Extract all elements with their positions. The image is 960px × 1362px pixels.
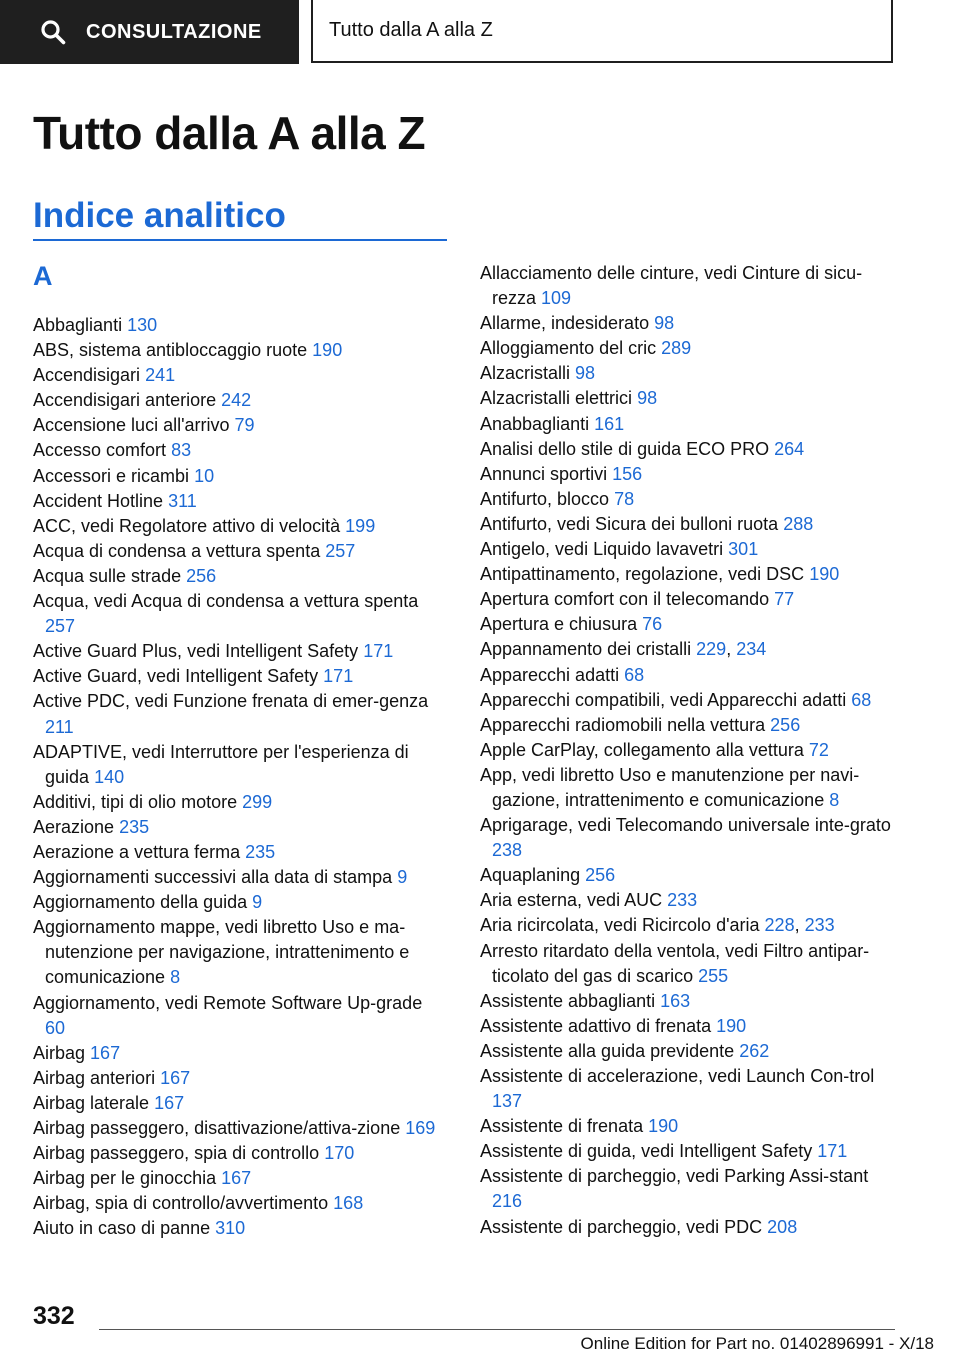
index-entry-text: Aggiornamento, vedi Remote Software Up-grade: [33, 992, 423, 1013]
index-entry-text: Aiuto in caso di panne: [33, 1218, 211, 1239]
page-link[interactable]: 208: [767, 1216, 798, 1237]
page-link[interactable]: 167: [160, 1067, 191, 1088]
index-entry-text: Assistente di frenata: [480, 1116, 644, 1137]
index-entry-text: Aquaplaning: [480, 865, 581, 886]
page-link[interactable]: 199: [345, 515, 376, 536]
index-entry: [480, 813, 895, 863]
index-entry: [33, 1166, 438, 1191]
index-entry: [33, 1091, 438, 1116]
page-link[interactable]: 76: [642, 614, 663, 635]
index-entry: [33, 464, 438, 489]
page-link[interactable]: 262: [739, 1040, 770, 1061]
index-entry: [480, 1014, 895, 1039]
page-link[interactable]: 98: [575, 363, 596, 384]
index-entry: [33, 1216, 438, 1241]
index-entry-text: Acqua, vedi Acqua di condensa a vettura spenta: [33, 591, 419, 612]
index-entry-text: Aria ricircolata, vedi Ricircolo d'aria: [480, 915, 760, 936]
index-entry-text: Allarme, indesiderato: [480, 313, 650, 334]
page-link[interactable]: 238: [492, 840, 523, 861]
index-entry-text: Alzacristalli: [480, 363, 571, 384]
page-link[interactable]: 161: [594, 413, 625, 434]
index-entry: [480, 261, 895, 311]
page-link[interactable]: 301: [728, 539, 759, 560]
footer-edition: Online Edition for Part no. 01402896991 - X/18: [580, 1334, 934, 1353]
index-entry-text: Airbag passeggero, disattivazione/attiva-zione: [33, 1118, 401, 1138]
index-entry: [480, 487, 895, 512]
page-link[interactable]: 68: [624, 664, 645, 685]
index-entry: [480, 311, 895, 336]
index-entry-text: Anabbaglianti: [480, 413, 590, 434]
page-link[interactable]: 9: [397, 867, 408, 888]
index-entry-text: Active PDC, vedi Funzione frenata di emer-genza: [33, 691, 429, 712]
index-entry-text: Aprigarage, vedi Telecomando universale inte-grato: [480, 815, 891, 836]
page-link[interactable]: 156: [612, 463, 643, 484]
index-entry: [33, 1141, 438, 1166]
page-link[interactable]: 171: [323, 666, 354, 687]
index-entry: [480, 412, 895, 437]
page-link[interactable]: 130: [127, 315, 158, 335]
index-entry-text: Airbag, spia di controllo/avvertimento: [33, 1193, 329, 1214]
index-entry-text: ADAPTIVE, vedi Interruttore per l'esperienza di guida: [33, 741, 409, 787]
index-entry: [480, 1164, 895, 1214]
index-entry-text: Annunci sportivi: [480, 463, 608, 484]
index-entry-text: Airbag: [33, 1042, 86, 1063]
page-link[interactable]: 171: [363, 641, 394, 662]
index-entry: [33, 1066, 438, 1091]
page-link[interactable]: 137: [492, 1091, 523, 1112]
index-entry-text: ABS, sistema antibloccaggio ruote: [33, 340, 308, 361]
index-entry: [480, 512, 895, 537]
page-link[interactable]: 60: [45, 1017, 66, 1038]
index-entry: [480, 1139, 895, 1164]
index-entry: [480, 738, 895, 763]
index-entry: [33, 639, 438, 664]
page-link[interactable]: 256: [770, 714, 801, 735]
page-link[interactable]: 168: [333, 1193, 364, 1214]
page-link[interactable]: 83: [171, 440, 192, 461]
index-entry-text: Alzacristalli elettrici: [480, 388, 633, 409]
index-entry: [33, 388, 438, 413]
index-entry: [33, 489, 438, 514]
index-entry: [480, 612, 895, 637]
page-link[interactable]: 140: [94, 766, 125, 787]
page-link[interactable]: 242: [221, 390, 252, 411]
index-entry-text: Aggiornamento mappe, vedi libretto Uso e ma-nutenzione per navigazione, intrattenimento e comunicazione: [33, 917, 410, 988]
index-entry-text: Antifurto, vedi Sicura dei bulloni ruota: [480, 513, 779, 534]
index-entry: [480, 462, 895, 487]
index-entry: [480, 663, 895, 688]
index-entry-text: Aggiornamento della guida: [33, 892, 248, 913]
index-entry: [33, 313, 438, 338]
index-entry: [480, 537, 895, 562]
index-entry-text: ACC, vedi Regolatore attivo di velocità: [33, 515, 341, 536]
index-entry-text: App, vedi libretto Uso e manutenzione per navi-gazione, intrattenimento e comunicazione: [480, 764, 860, 810]
index-entry-text: Apertura comfort con il telecomando: [480, 589, 770, 610]
index-entry-text: Airbag laterale: [33, 1092, 150, 1113]
index-entry: [480, 336, 895, 361]
index-entry-text: Accesso comfort: [33, 440, 167, 461]
index-entry-text: Assistente di guida, vedi Intelligent Safety: [480, 1141, 813, 1162]
index-entry: [33, 815, 438, 840]
index-entry: [480, 688, 895, 713]
index-entry: [480, 939, 895, 989]
tab-consultazione-label: CONSULTAZIONE: [86, 20, 262, 43]
index-entry-text: Accident Hotline: [33, 490, 164, 511]
page-link[interactable]: 10: [194, 465, 215, 486]
page-link[interactable]: 233: [804, 915, 835, 936]
index-letter-heading: A: [33, 261, 53, 291]
index-entry: [33, 740, 438, 790]
index-entry: [33, 865, 438, 890]
index-entry: [480, 863, 895, 888]
index-entry-text: Apple CarPlay, collegamento alla vettura: [480, 739, 804, 760]
index-entry-text: Accendisigari anteriore: [33, 390, 217, 411]
index-entry-text: Assistente di parcheggio, vedi Parking Assi-stant: [480, 1166, 869, 1187]
index-entry: [33, 890, 438, 915]
index-entry: Aria ricircolata, vedi Ricircolo d'aria 228, 233: [480, 915, 835, 936]
index-entry: [480, 1064, 895, 1114]
page-link[interactable]: 233: [667, 890, 698, 911]
index-column-left: [33, 313, 438, 1241]
page-link[interactable]: 190: [648, 1116, 679, 1137]
page-link[interactable]: 241: [145, 365, 176, 386]
breadcrumb[interactable]: [311, 0, 893, 63]
page-link[interactable]: 211: [45, 716, 74, 737]
index-entry-text: Assistente adattivo di frenata: [480, 1015, 712, 1036]
index-entry: [33, 438, 438, 463]
index-entry: [33, 840, 438, 865]
index-entry-text: Apparecchi radiomobili nella vettura: [480, 714, 766, 735]
page-link[interactable]: 98: [654, 313, 675, 334]
index-entry: [33, 338, 438, 363]
index-entry: [33, 664, 438, 689]
index-entry-text: Acqua di condensa a vettura spenta: [33, 540, 321, 561]
index-entry-text: Analisi dello stile di guida ECO PRO: [480, 438, 770, 459]
index-entry-text: Active Guard, vedi Intelligent Safety: [33, 666, 319, 687]
index-entry-text: Apparecchi compatibili, vedi Apparecchi adatti: [480, 689, 847, 710]
index-entry: [33, 413, 438, 438]
index-entry-text: Assistente di parcheggio, vedi PDC: [480, 1216, 763, 1237]
page-link[interactable]: 299: [242, 791, 273, 812]
index-entry-text: Aria esterna, vedi AUC: [480, 890, 663, 911]
index-entry-text: Airbag per le ginocchia: [33, 1168, 217, 1189]
index-entry-text: Acqua sulle strade: [33, 565, 182, 586]
page-link[interactable]: 9: [252, 892, 263, 913]
index-entry: [33, 915, 438, 990]
page-link[interactable]: 167: [154, 1092, 185, 1113]
page-link[interactable]: 8: [170, 967, 181, 988]
index-entry-text: Apparecchi adatti: [480, 664, 620, 685]
page-link[interactable]: 78: [614, 488, 635, 509]
index-entry-text: Appannamento dei cristalli: [480, 639, 692, 660]
index-entry: [480, 1039, 895, 1064]
page-link[interactable]: 235: [119, 816, 150, 837]
index-entry-text: Airbag anteriori: [33, 1067, 156, 1088]
page-link[interactable]: 255: [698, 965, 729, 986]
breadcrumb-label: Tutto dalla A alla Z: [329, 19, 493, 41]
index-entry-text: Aerazione: [33, 816, 115, 837]
page-link[interactable]: 163: [660, 990, 691, 1011]
page-link[interactable]: 256: [585, 865, 616, 886]
page-link[interactable]: 216: [492, 1191, 523, 1212]
page-link[interactable]: 228: [764, 915, 795, 936]
page-link[interactable]: 190: [312, 340, 343, 361]
page-title: Tutto dalla A alla Z: [33, 107, 426, 159]
index-entry: [480, 713, 895, 738]
page-link[interactable]: 169: [405, 1118, 436, 1138]
page-link[interactable]: 256: [186, 565, 217, 586]
index-entry-text: Antipattinamento, regolazione, vedi DSC: [480, 564, 805, 585]
search-icon: [40, 19, 66, 45]
index-entry-text: Assistente di accelerazione, vedi Launch Con-trol: [480, 1066, 875, 1086]
page-link[interactable]: 310: [215, 1218, 246, 1239]
index-entry-text: Airbag passeggero, spia di controllo: [33, 1143, 320, 1164]
index-entry: [33, 363, 438, 388]
index-entry-text: Allacciamento delle cinture, vedi Cinture di sicu-rezza: [480, 263, 863, 309]
index-entry: [480, 437, 895, 462]
index-entry-text: Accendisigari: [33, 365, 141, 386]
section-title: Indice analitico: [33, 196, 286, 235]
page-link[interactable]: 257: [325, 540, 356, 561]
page-link[interactable]: 229: [696, 639, 727, 660]
index-entry-text: Antigelo, vedi Liquido lavavetri: [480, 539, 724, 560]
index-entry: [33, 790, 438, 815]
page-link[interactable]: 72: [808, 739, 829, 760]
page-link[interactable]: 109: [541, 288, 572, 309]
page-link[interactable]: 257: [45, 616, 76, 637]
page-link[interactable]: 190: [716, 1015, 747, 1036]
index-entry-text: Additivi, tipi di olio motore: [33, 791, 238, 812]
index-entry: [480, 587, 895, 612]
index-entry-text: Aggiornamenti successivi alla data di stampa: [33, 867, 393, 888]
index-entry-text: Active Guard Plus, vedi Intelligent Safety: [33, 641, 359, 662]
index-entry: [33, 689, 438, 739]
index-entry: [480, 1215, 895, 1240]
index-entry-text: Abbaglianti: [33, 315, 123, 335]
index-entry: [480, 1114, 895, 1139]
index-entry: [33, 564, 438, 589]
index-column-right: [480, 261, 895, 1240]
page-link[interactable]: 235: [245, 841, 276, 862]
page-link[interactable]: 167: [90, 1042, 121, 1063]
page-link[interactable]: 98: [637, 388, 658, 409]
index-entry: [480, 361, 895, 386]
index-entry-text: Arresto ritardato della ventola, vedi Filtro antipar-ticolato del gas di scarico: [480, 940, 870, 986]
page-link[interactable]: 170: [324, 1143, 355, 1164]
tab-consultazione[interactable]: [0, 0, 299, 64]
index-entry: [480, 888, 895, 913]
index-entry: [480, 386, 895, 411]
index-entry: [480, 562, 895, 587]
index-entry: [33, 539, 438, 564]
index-entry: [33, 991, 438, 1041]
page-link[interactable]: 79: [234, 415, 255, 436]
index-entry: [33, 1191, 438, 1216]
index-entry-text: Accensione luci all'arrivo: [33, 415, 230, 436]
page-link[interactable]: 171: [817, 1141, 848, 1162]
page-link[interactable]: 311: [168, 490, 197, 511]
page-number: 332: [33, 1302, 75, 1330]
section-title-rule: [33, 239, 447, 241]
page-link[interactable]: 8: [829, 789, 840, 810]
index-entry: [33, 589, 438, 639]
index-entry: [33, 1116, 438, 1141]
index-entry-text: Accessori e ricambi: [33, 465, 190, 486]
index-entry: Appannamento dei cristalli 229, 234: [480, 639, 767, 660]
index-entry-text: Antifurto, blocco: [480, 488, 610, 509]
index-entry: [480, 989, 895, 1014]
page-link[interactable]: 77: [774, 589, 795, 610]
page-link[interactable]: 288: [783, 513, 814, 534]
footer-rule: [99, 1329, 895, 1330]
index-entry-text: Aerazione a vettura ferma: [33, 841, 241, 862]
page-link[interactable]: 234: [736, 639, 767, 660]
index-entry-text: Assistente abbaglianti: [480, 990, 656, 1011]
page-link[interactable]: 190: [809, 564, 840, 585]
page-link[interactable]: 68: [851, 689, 872, 710]
page-link[interactable]: 167: [221, 1168, 252, 1189]
page-link[interactable]: 264: [774, 438, 805, 459]
index-entry: [480, 763, 895, 813]
index-entry: [33, 514, 438, 539]
page-link[interactable]: 289: [661, 338, 692, 359]
index-entry-text: Assistente alla guida previdente: [480, 1040, 735, 1061]
index-entry-text: Apertura e chiusura: [480, 614, 638, 635]
index-entry-text: Alloggiamento del cric: [480, 338, 657, 359]
index-entry: [33, 1041, 438, 1066]
